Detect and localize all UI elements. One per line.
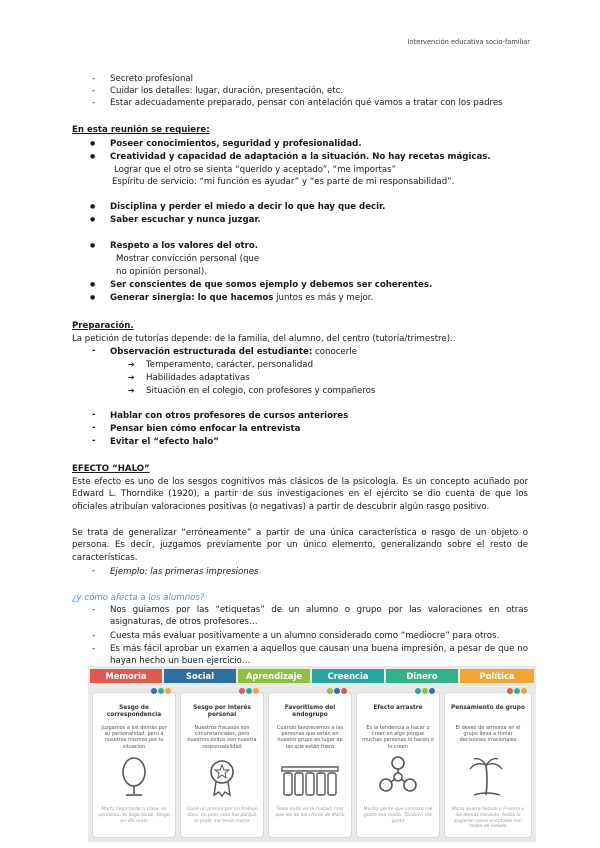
arrow-item: ➔ Situación en el colegio, con profesores y compañeros xyxy=(128,386,376,396)
list-item: Hablar con otros profesores de cursos anteriores xyxy=(110,411,349,421)
card-example: Mucha gente que conozco me gusta esa moda. También me gusta xyxy=(363,807,433,824)
bullet-item: ● Respeto a los valores del otro. xyxy=(110,240,258,252)
list-item: Nos guiamos por las “etiquetas” de un alumno o grupo por las valoraciones en otras asignaturas, de otros profesores… xyxy=(110,605,528,628)
card-example: Tenía éxito en la ciudad, más que los de los chicos de Mario xyxy=(275,807,345,818)
dash: - xyxy=(92,436,96,446)
arrow-item: ➔ Habilidades adaptativas xyxy=(128,373,250,383)
dash: - xyxy=(92,423,96,433)
bias-card xyxy=(92,692,176,838)
list-item: Secreto profesional xyxy=(110,74,194,84)
tab-politica: Política xyxy=(460,669,534,683)
page-header: Intervención educativa socio-familiar xyxy=(407,38,530,46)
list-bold: Observación estructurada del estudiante: xyxy=(110,347,313,357)
bullet-item xyxy=(110,292,373,304)
card-title: Sesgo por interés personal xyxy=(193,705,251,718)
spinner-icon xyxy=(368,755,428,799)
dash: - xyxy=(92,346,96,356)
arrow-right-icon: ➔ xyxy=(128,373,135,382)
dash: - xyxy=(92,605,96,615)
dash: - xyxy=(92,410,96,420)
arrow-right-icon: ➔ xyxy=(128,360,135,369)
card-example: Mario quiere helado y Francia y los demás también, todos la sugieren como aceptable con todos de helado xyxy=(451,807,525,830)
card-example: Marta llega tarde a clase, es perezosa. Yo llego tarde, tengo un día malo xyxy=(98,807,170,824)
bullet-subtext: no opinión personal). xyxy=(116,267,208,277)
bullet-item: ● Saber escuchar y nunca juzgar. xyxy=(110,214,261,226)
tab-social: Social xyxy=(164,669,236,683)
bias-card xyxy=(444,692,532,838)
paragraph: Este efecto es uno de los sesgos cognitivos más clásicos de la psicología. Es un concepto acuñado por Edward L. Thorndike (1920), a partir de sus investigaciones en el ejército se dio cuenta de que los oficiales atribuían valoraciones positivas (o negativas) a partir de descubrir algún rasgo positivo. xyxy=(72,477,528,512)
tab-dinero: Dinero xyxy=(386,669,458,683)
bullet-item: ● Disciplina y perder el miedo a decir lo que hay que decir. xyxy=(110,201,385,213)
bullet-subtext: Mostrar convicción personal (que xyxy=(116,254,260,264)
tab-memoria: Memoria xyxy=(90,669,162,683)
list-item: Cuesta más evaluar positivamente a un alumno considerado como “mediocre” para otros. xyxy=(110,631,500,641)
bullet-item: ● Ser conscientes de que somos ejemplo y debemos ser coherentes. xyxy=(110,279,432,291)
card-example: Gané un premio por mi trabajo duro, mi peor nota fue porque el profe me tenía manía xyxy=(186,807,258,824)
list-item: Pensar bien cómo enfocar la entrevista xyxy=(110,424,301,434)
example-text: Ejemplo: las primeras impresiones xyxy=(110,567,259,577)
dash: - xyxy=(92,98,96,108)
dash: - xyxy=(92,566,96,576)
list-item: Estar adecuadamente preparado, pensar con antelación qué vamos a tratar con los padres xyxy=(110,98,503,108)
dash: - xyxy=(92,644,96,654)
bias-card xyxy=(268,692,352,838)
list-item xyxy=(110,346,357,358)
card-description: Juzgamos a los demás por su personalidad, pero a nosotros mismos por la situación xyxy=(101,725,167,750)
section-heading-halo: EFECTO “HALO” xyxy=(72,464,150,474)
mirror-icon xyxy=(104,755,164,799)
bullet-rest: juntos es más y mejor. xyxy=(273,293,374,303)
bullet-bold: Generar sinergia: lo que hacemos xyxy=(110,293,274,303)
card-description: El deseo de armonía en el grupo lleva a tomar decisiones irracionales xyxy=(455,725,521,744)
bullet-item: ● Creatividad y capacidad de adaptación a la situación. No hay recetas mágicas. xyxy=(110,151,491,163)
card-title: Sesgo de correspondencia xyxy=(106,705,162,718)
section-heading-preparacion: Preparación. xyxy=(72,321,134,331)
tab-creencia: Creencia xyxy=(312,669,384,683)
dash: - xyxy=(92,86,96,96)
bias-card xyxy=(180,692,264,838)
bullet-subtext: Espíritu de servicio: “mi función es ayudar” y “es parte de mi responsabilidad”. xyxy=(112,177,455,187)
section-heading-reunion: En esta reunión se requiere: xyxy=(72,125,210,135)
dash: - xyxy=(92,631,96,641)
card-title: Pensamiento de grupo xyxy=(451,705,525,711)
arrow-item: ➔ Temperamento, carácter, personalidad xyxy=(128,360,314,370)
card-description: Nuestros fracasos son circunstanciales, pero nuestros éxitos son nuestra responsabilidad xyxy=(187,725,257,750)
card-description: Es la tendencia a hacer o creer en algo porque muchas personas lo hacen o lo creen xyxy=(362,725,434,750)
list-item: Evitar el “efecto halo” xyxy=(110,437,219,447)
card-title: Favoritismo del endogrupo xyxy=(284,705,336,718)
dash: - xyxy=(92,74,96,84)
card-description: Cuando favorecemos a las personas que están en nuestro grupo en lugar de las que están fuera xyxy=(276,725,344,750)
palm-icon xyxy=(456,755,516,799)
group-icon xyxy=(280,755,340,799)
list-item: Es más fácil aprobar un examen a aquellos que causan una buena impresión, a pesar de que no hayan hecho un buen ejercicio… xyxy=(110,644,528,667)
bullet-subtext: Lograr que el otro se sienta “querido y aceptado”, “me importas” xyxy=(114,165,397,175)
arrow-right-icon: ➔ xyxy=(128,386,135,395)
tab-aprendizaje: Aprendizaje xyxy=(238,669,310,683)
paragraph: Se trata de generalizar “erróneamente” a partir de una única característica o rasgo de un objeto o persona. Es decir, juzgamos previamente por un único elemento, generalizando sobre el resto de características. xyxy=(72,528,528,563)
card-title: Efecto arrastre xyxy=(373,705,423,711)
list-rest: conocerle xyxy=(312,347,357,357)
bias-card xyxy=(356,692,440,838)
paragraph: La petición de tutorías depende: de la familia, del alumno, del centro (tutoría/trimestre).. xyxy=(72,334,456,344)
question-heading: ¿y cómo afecta a los alumnos? xyxy=(72,593,205,603)
bullet-item: ● Poseer conocimientos, seguridad y profesionalidad. xyxy=(110,138,362,150)
medal-icon xyxy=(192,755,252,799)
bias-infographic xyxy=(88,666,536,842)
list-item: Cuidar los detalles: lugar, duración, presentación, etc. xyxy=(110,86,344,96)
